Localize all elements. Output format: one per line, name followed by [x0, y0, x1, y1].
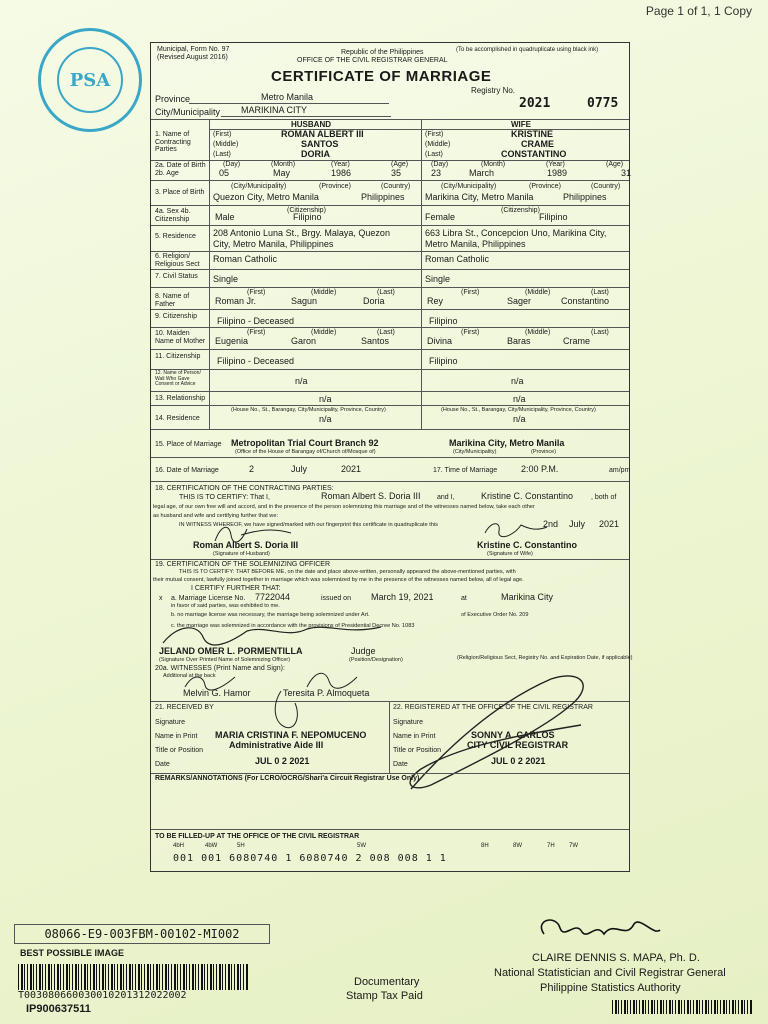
sub-country: (Country) — [381, 183, 411, 190]
husband-consent: n/a — [295, 376, 308, 386]
sub-year-w: (Year) — [546, 161, 565, 168]
wife-signature-name: Kristine C. Constantino — [477, 540, 578, 550]
registered-title: CITY CIVIL REGISTRAR — [467, 740, 569, 750]
barcode-right — [612, 1000, 752, 1014]
signer-name: CLAIRE DENNIS S. MAPA, Ph. D. — [532, 952, 700, 964]
wife-middle: CRAME — [521, 139, 554, 149]
recv-name-label: Name in Print — [155, 733, 198, 740]
province-value: Metro Manila — [261, 92, 314, 102]
sub-res-w: (House No., St., Barangay, City/Municipality, Province, Country) — [441, 407, 596, 413]
husband-relationship: n/a — [319, 394, 332, 404]
husband-pob-country: Philippines — [361, 192, 405, 202]
label-date-of-marriage: 16. Date of Marriage — [155, 467, 219, 474]
license-place: Marikina City — [501, 592, 554, 602]
wife-pob-country: Philippines — [563, 192, 607, 202]
sub-mmiddle-w: (Middle) — [525, 329, 551, 336]
marriage-time: 2:00 P.M. — [521, 464, 559, 474]
sub-fmiddle-w: (Middle) — [525, 289, 551, 296]
code-7W: 7W — [569, 843, 578, 849]
officer-rel-sub: (Religion/Religious Sect, Registry No. and Expiration Date, if applicable) — [457, 655, 633, 661]
wife-day: 23 — [431, 168, 442, 178]
cert18-year: 2021 — [599, 519, 620, 529]
sub-last-w: (Last) — [425, 151, 443, 158]
page-info: Page 1 of 1, 1 Copy — [645, 4, 752, 18]
wife-consent: n/a — [511, 376, 524, 386]
sub-ffirst: (First) — [247, 289, 266, 296]
husband-header: HUSBAND — [291, 120, 331, 129]
label-mother: 10. Maiden Name of Mother — [155, 330, 206, 345]
husband-pob: Quezon City, Metro Manila — [213, 192, 319, 202]
reg-signature-label: Signature — [393, 719, 423, 726]
label-time-of-marriage: 17. Time of Marriage — [433, 467, 498, 474]
husband-mother-middle: Garon — [291, 336, 317, 346]
wife-sex: Female — [425, 212, 456, 222]
recv-title-label: Title or Position — [155, 747, 203, 754]
option-b: b. no marriage license was necessary, the marriage being solemnized under Art. — [171, 612, 370, 618]
barcode-left — [18, 964, 248, 990]
certificate-title: CERTIFICATE OF MARRIAGE — [271, 68, 492, 85]
husband-consent-residence: n/a — [319, 414, 332, 424]
label-mother-cit: 11. Citizenship — [155, 353, 201, 360]
label-residence: 5. Residence — [155, 233, 196, 240]
republic: Republic of the Philippines — [341, 49, 424, 56]
code-8H: 8H — [481, 843, 489, 849]
ampm: am/pm — [609, 467, 631, 474]
code-4bH: 4bH — [173, 843, 185, 849]
sub-year: (Year) — [331, 161, 350, 168]
husband-religion: Roman Catholic — [213, 254, 278, 264]
husband-age: 35 — [391, 168, 402, 178]
wife-last: CONSTANTINO — [501, 149, 567, 159]
office: OFFICE OF THE CIVIL REGISTRAR GENERAL — [297, 57, 448, 64]
witness-sub: Additional at the back — [163, 673, 216, 679]
code-7H: 7H — [547, 843, 555, 849]
code-5H: 5H — [237, 843, 245, 849]
wife-res2: Metro Manila, Philippines — [425, 239, 526, 249]
sub-flast-w: (Last) — [591, 289, 609, 296]
witness2-name: Teresita P. Almoqueta — [283, 688, 370, 698]
wife-year: 1989 — [547, 168, 568, 178]
sub-fmiddle: (Middle) — [311, 289, 337, 296]
wife-res1: 663 Libra St., Concepcion Uno, Marikina City, — [425, 228, 607, 238]
city-label: City/Municipality — [155, 107, 221, 117]
wife-relationship: n/a — [513, 394, 526, 404]
form-revised: (Revised August 2016) — [157, 54, 228, 61]
code-4bW: 4bW — [205, 843, 218, 849]
registry-year: 2021 — [519, 96, 551, 111]
label-consent-residence: 14. Residence — [155, 415, 200, 422]
sub-cit: (Citizenship) — [287, 207, 326, 214]
license-label: a. Marriage License No. — [171, 595, 246, 602]
sub-mfirst-w: (First) — [461, 329, 480, 336]
psa-seal — [38, 28, 142, 132]
sub-citymun: (City/Municipality) — [231, 183, 287, 190]
cert18-line1: THIS IS TO CERTIFY: That I, — [179, 494, 270, 501]
receiver-signature — [261, 687, 311, 735]
husband-father-cit: Filipino - Deceased — [217, 316, 295, 326]
marriage-day: 2 — [249, 464, 255, 474]
signer-title: National Statistician and Civil Registrar General — [494, 967, 726, 979]
code-values: 001 001 6080740 1 6080740 2 008 008 1 1 — [173, 853, 447, 864]
husband-signature-name: Roman Albert S. Doria III — [193, 540, 299, 550]
issued-label: issued on — [321, 595, 351, 602]
cert18-month: July — [569, 519, 586, 529]
code-8W: 8W — [513, 843, 522, 849]
husband-last: DORIA — [301, 149, 330, 159]
at-label: at — [461, 595, 467, 602]
received-name: MARIA CRISTINA F. NEPOMUCENO — [215, 730, 367, 740]
cert19-label: 19. CERTIFICATION OF THE SOLEMNIZING OFFICER — [155, 561, 331, 568]
sub-mfirst: (First) — [247, 329, 266, 336]
city-value: MARIKINA CITY — [241, 105, 308, 115]
recv-date-label: Date — [155, 761, 170, 768]
registered-label: 22. REGISTERED AT THE OFFICE OF THE CIVIL REGISTRAR — [393, 704, 593, 711]
husband-civil: Single — [213, 274, 239, 284]
sub-age: (Age) — [391, 161, 409, 168]
sub-flast: (Last) — [377, 289, 395, 296]
officer-position: Judge — [351, 646, 376, 656]
husband-mother-last: Santos — [361, 336, 390, 346]
label-civil-status: 7. Civil Status — [155, 273, 198, 280]
wife-age: 31 — [621, 168, 632, 178]
marriage-month: July — [291, 464, 308, 474]
sub-mlast-w: (Last) — [591, 329, 609, 336]
cert19-line1: THIS IS TO CERTIFY: THAT BEFORE ME, on the date and place above-written, personally appeared the above-mentioned parties, with — [179, 569, 516, 575]
license-sub: in favor of said parties, was exhibited to me. — [171, 603, 280, 609]
sub-pom2: (City/Municipality) — [453, 449, 497, 455]
place-of-marriage: Metropolitan Trial Court Branch 92 — [231, 438, 379, 448]
wife-mother-first: Divina — [427, 336, 453, 346]
checkbox-a: x — [159, 595, 163, 602]
stamp-line1: Documentary — [354, 976, 420, 988]
wife-first: KRISTINE — [511, 129, 554, 139]
reg-title-label: Title or Position — [393, 747, 441, 754]
registry-number: 0775 — [587, 96, 619, 111]
label-name: 1. Name of Contracting Parties — [155, 131, 191, 154]
label-sex: 4a. Sex 4b. Citizenship — [155, 208, 191, 223]
cert18-husband-name: Roman Albert S. Doria III — [321, 491, 421, 501]
label-place-of-marriage: 15. Place of Marriage — [155, 441, 222, 448]
husband-day: 05 — [219, 168, 230, 178]
sub-cit-w: (Citizenship) — [501, 207, 540, 214]
husband-mother-first: Eugenia — [215, 336, 249, 346]
husband-citizenship: Filipino — [293, 212, 322, 222]
code-5W: 5W — [357, 843, 366, 849]
sub-prov-w: (Province) — [529, 183, 561, 190]
barcode-number: T003080660030010201312022002 — [18, 990, 187, 1001]
wife-religion: Roman Catholic — [425, 254, 490, 264]
wife-father-middle: Sager — [507, 296, 532, 306]
reg-name-label: Name in Print — [393, 733, 436, 740]
witness1-name: Melvin G. Hamor — [183, 688, 251, 698]
husband-father-first: Roman Jr. — [215, 296, 257, 306]
sub-mlast: (Last) — [377, 329, 395, 336]
registrar-general-signature — [530, 910, 670, 950]
husband-father-middle: Sagun — [291, 296, 318, 306]
sub-citymun-w: (City/Municipality) — [441, 183, 497, 190]
wife-pob: Marikina City, Metro Manila — [425, 192, 534, 202]
recv-signature-label: Signature — [155, 719, 185, 726]
label-relationship: 13. Relationship — [155, 395, 206, 402]
remarks-label: REMARKS/ANNOTATIONS (For LCRO/OCRG/Shari'a Circuit Registrar Use Only) — [155, 775, 420, 782]
place-of-marriage-city: Marikina City, Metro Manila — [449, 438, 565, 448]
sub-month: (Month) — [271, 161, 296, 168]
wife-header: WIFE — [511, 120, 531, 129]
label-pob: 3. Place of Birth — [155, 189, 205, 196]
registered-name: SONNY A. CARLOS — [471, 730, 555, 740]
registered-date: JUL 0 2 2021 — [491, 756, 546, 766]
license-issued-date: March 19, 2021 — [371, 592, 434, 602]
marriage-certificate-form — [150, 42, 633, 872]
label-father: 8. Name of Father — [155, 293, 190, 308]
registry-label: Registry No. — [471, 86, 516, 95]
officer-pos-sub: (Position/Designation) — [349, 657, 403, 663]
husband-middle: SANTOS — [301, 139, 339, 149]
psa-monogram: PSA — [57, 47, 123, 113]
sub-first: (First) — [213, 131, 232, 138]
sub-pom1: (Office of the House of Barangay of/Church of/Mosque of) — [235, 449, 376, 455]
sub-mmiddle: (Middle) — [311, 329, 337, 336]
sig-h-sub: (Signature of Husband) — [213, 551, 270, 557]
label-father-cit: 9. Citizenship — [155, 313, 198, 320]
cert18-day: 2nd — [543, 519, 559, 529]
marriage-year: 2021 — [341, 464, 362, 474]
label-consent: 12. Name of Person/ Wali Who Gave Consent or Advice — [155, 370, 201, 387]
sub-last: (Last) — [213, 151, 231, 158]
sub-month-w: (Month) — [481, 161, 506, 168]
cert18-line2: legal age, of our own free will and accord, and in the presence of the person solemnizing this marriage and of the witnesses named below, take each other — [153, 504, 535, 510]
form-number: Municipal, Form No. 97 — [157, 46, 230, 53]
option-c: c. the marriage was solemnized in accordance with the provisions of Presidential Decree No. 1083 — [171, 623, 415, 629]
wife-civil: Single — [425, 274, 451, 284]
received-date: JUL 0 2 2021 — [255, 756, 310, 766]
sub-res: (House No., St., Barangay, City/Municipality, Province, Country) — [231, 407, 386, 413]
sub-middle: (Middle) — [213, 141, 239, 148]
cert18-label: 18. CERTIFICATION OF THE CONTRACTING PARTIES: — [155, 485, 334, 492]
officer-sub: (Signature Over Printed Name of Solemnizing Officer) — [159, 657, 291, 663]
husband-res1: 208 Antonio Luna St., Brgy. Malaya, Quezon — [213, 228, 390, 238]
cert18-line3: as husband and wife and certifying further that we: — [153, 513, 279, 519]
sub-day-w: (Day) — [431, 161, 449, 168]
license-number: 7722044 — [255, 592, 291, 602]
sub-ffirst-w: (First) — [461, 289, 480, 296]
cert19-further: I CERTIFY FURTHER THAT: — [191, 585, 281, 592]
label-religion: 6. Religion/ Religious Sect — [155, 253, 200, 268]
wife-father-last: Constantino — [561, 296, 610, 306]
option-b-eo: of Executive Order No. 209 — [461, 612, 529, 618]
wife-mother-middle: Baras — [507, 336, 531, 346]
wife-mother-last: Crame — [563, 336, 591, 346]
husband-sex: Male — [215, 212, 235, 222]
wife-consent-residence: n/a — [513, 414, 526, 424]
cert18-wife-name: Kristine C. Constantino — [481, 491, 574, 501]
wife-citizenship: Filipino — [539, 212, 568, 222]
ip-number: IP900637511 — [26, 1003, 91, 1015]
sub-day: (Day) — [223, 161, 241, 168]
province-label: Province — [155, 94, 191, 104]
control-number: 08066-E9-003FBM-00102-MI002 — [14, 924, 270, 944]
cert18-both: , both of — [591, 494, 617, 501]
cert18-line4: IN WITNESS WHEREOF, we have signed/marked with our fingerprint this certificate in quadruplicate this — [179, 522, 438, 528]
sub-prov: (Province) — [319, 183, 351, 190]
wife-father-first: Rey — [427, 296, 444, 306]
received-title: Administrative Aide III — [229, 740, 324, 750]
sub-first-w: (First) — [425, 131, 444, 138]
wife-signature — [481, 519, 551, 541]
wife-month: March — [469, 168, 495, 178]
reg-date-label: Date — [393, 761, 408, 768]
husband-year: 1986 — [331, 168, 352, 178]
sub-age-w: (Age) — [606, 161, 624, 168]
cert19-line2: their mutual consent, lawfully joined together in marriage which was solemnized by me in the presence of the witnesses named below, all of legal age. — [153, 577, 524, 583]
husband-first: ROMAN ALBERT III — [281, 129, 364, 139]
ink-note: (To be accomplished in quadruplicate using black ink) — [456, 47, 599, 53]
witness-label: 20a. WITNESSES (Print Name and Sign): — [155, 665, 285, 672]
husband-month: May — [273, 168, 291, 178]
signer-org: Philippine Statistics Authority — [540, 982, 681, 994]
cert18-and: and I, — [437, 494, 455, 501]
sub-country-w: (Country) — [591, 183, 621, 190]
best-image-label: BEST POSSIBLE IMAGE — [20, 948, 125, 958]
officer-name: JELAND OMER L. PORMENTILLA — [159, 646, 303, 656]
filled-up-label: TO BE FILLED-UP AT THE OFFICE OF THE CIVIL REGISTRAR — [155, 833, 360, 840]
sig-w-sub: (Signature of Wife) — [487, 551, 533, 557]
received-label: 21. RECEIVED BY — [155, 704, 214, 711]
sub-pom3: (Province) — [531, 449, 557, 455]
sub-middle-w: (Middle) — [425, 141, 451, 148]
stamp-line2: Stamp Tax Paid — [346, 990, 423, 1002]
label-dob: 2a. Date of Birth 2b. Age — [155, 162, 206, 177]
wife-father-cit: Filipino — [429, 316, 458, 326]
husband-mother-cit: Filipino - Deceased — [217, 356, 295, 366]
husband-father-last: Doria — [363, 296, 385, 306]
wife-mother-cit: Filipino — [429, 356, 458, 366]
husband-res2: City, Metro Manila, Philippines — [213, 239, 334, 249]
